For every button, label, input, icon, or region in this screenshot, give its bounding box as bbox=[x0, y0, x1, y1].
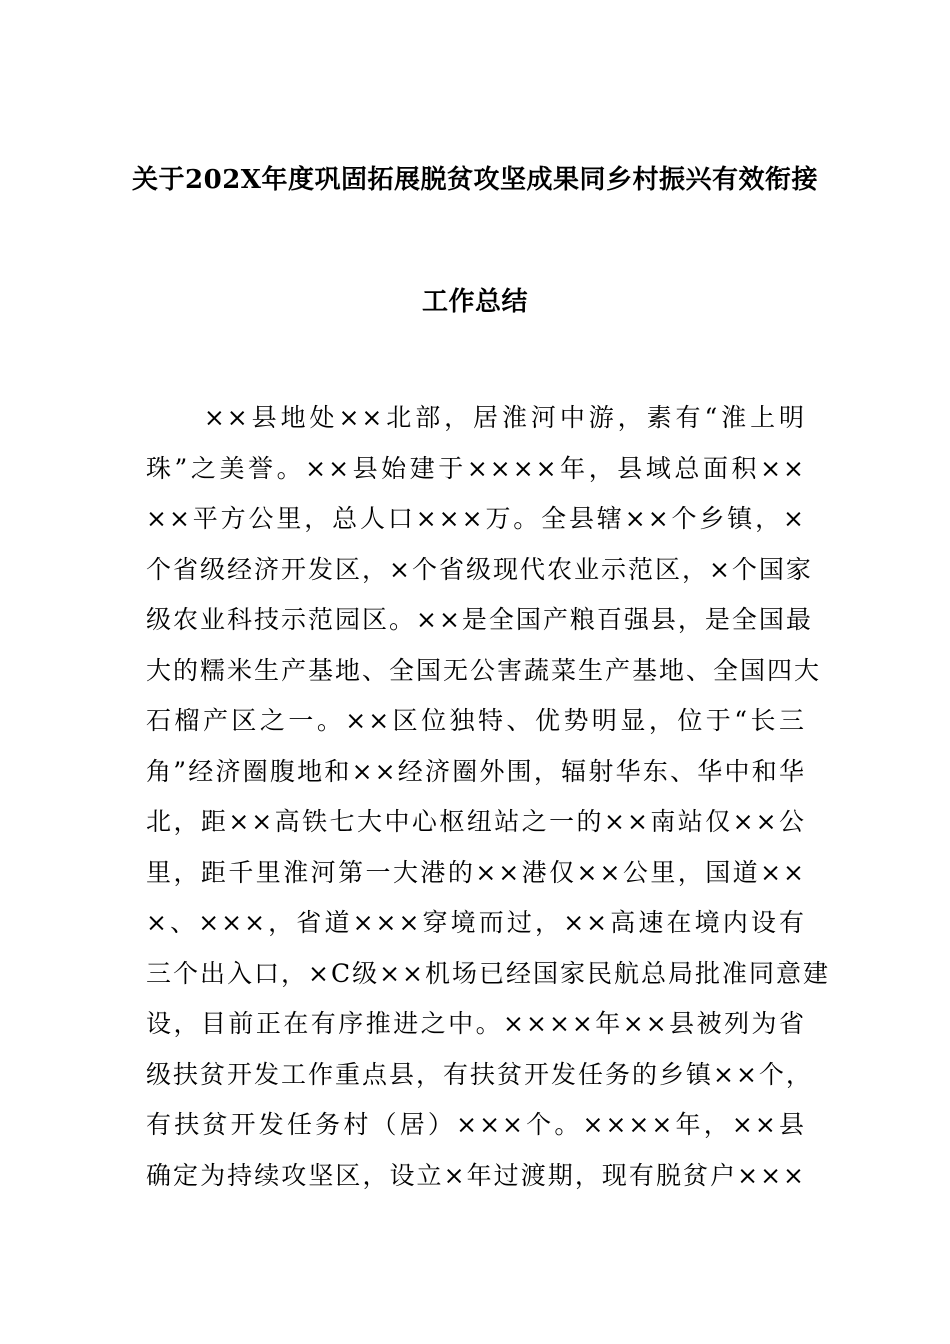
body-line: 个省级经济开发区，×个省级现代农业示范区，×个国家 bbox=[146, 554, 813, 584]
body-line: 里，距千里淮河第一大港的××港仅××公里，国道×× bbox=[146, 857, 806, 887]
body-line: ×、×××，省道×××穿境而过，××高速在境内设有 bbox=[146, 908, 806, 937]
document-title-line-2: 工作总结 bbox=[421, 287, 528, 317]
body-line: 级农业科技示范园区。××是全国产粮百强县，是全国最 bbox=[146, 605, 813, 634]
body-line: ××平方公里，总人口×××万。全县辖××个乡镇，× bbox=[146, 504, 806, 533]
body-line: 三个出入口，×C级××机场已经国家民航总局批准同意建 bbox=[146, 958, 830, 988]
body-line: 级扶贫开发工作重点县，有扶贫开发任务的乡镇××个， bbox=[146, 1059, 813, 1089]
body-line: 石榴产区之一。××区位独特、优势明显，位于“长三 bbox=[146, 706, 806, 735]
body-line: 角”经济圈腹地和××经济圈外围，辐射华东、华中和华 bbox=[146, 756, 806, 786]
document-body bbox=[146, 400, 830, 1208]
body-line: ××县地处××北部，居淮河中游，素有“淮上明 bbox=[146, 403, 806, 432]
document-title-line-1: 关于202X年度巩固拓展脱贫攻坚成果同乡村振兴有效衔接 bbox=[132, 165, 818, 195]
body-line: 珠”之美誉。××县始建于××××年，县域总面积×× bbox=[146, 453, 806, 483]
body-line: 大的糯米生产基地、全国无公害蔬菜生产基地、全国四大 bbox=[146, 655, 822, 685]
body-line: 北，距××高铁七大中心枢纽站之一的××南站仅××公 bbox=[146, 807, 806, 836]
body-line: 确定为持续攻坚区，设立×年过渡期，现有脱贫户××× bbox=[146, 1160, 806, 1190]
body-line: 设，目前正在有序推进之中。××××年××县被列为省 bbox=[146, 1009, 806, 1038]
body-line: 有扶贫开发任务村（居）×××个。××××年，××县 bbox=[146, 1110, 806, 1139]
